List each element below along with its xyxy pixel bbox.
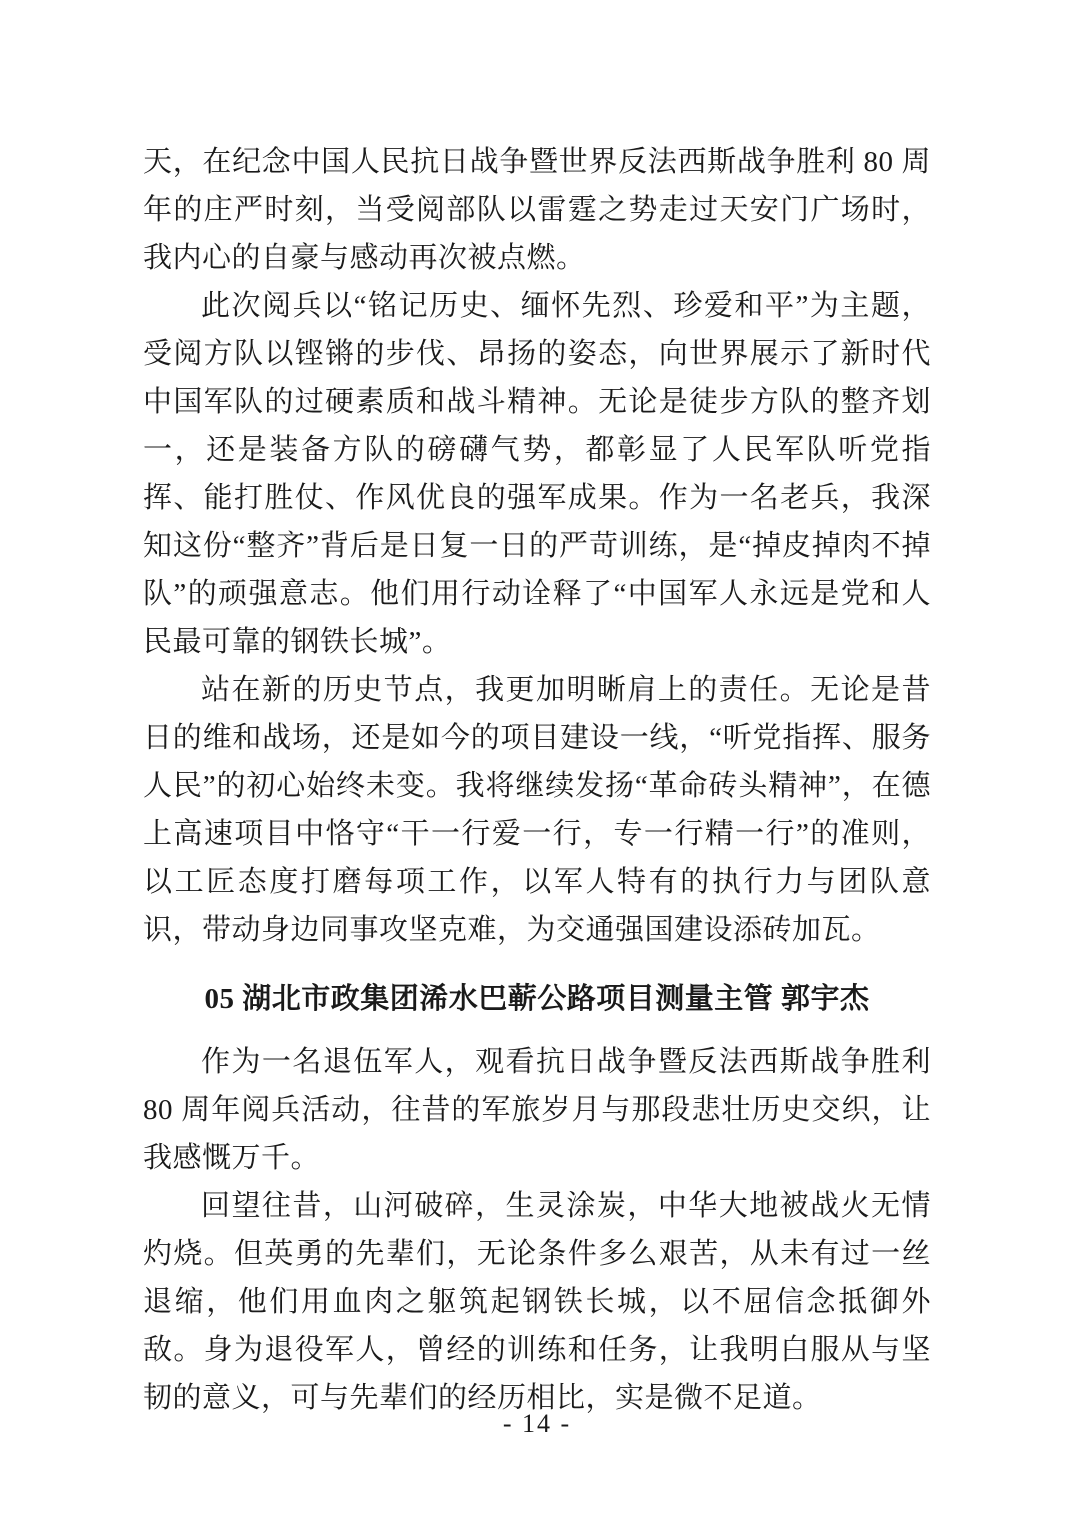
paragraph: 回望往昔，山河破碎，生灵涂炭，中华大地被战火无情灼烧。但英勇的先辈们，无论条件多么艰苦，从未有过一丝退缩，他们用血肉之躯筑起钢铁长城，以不屈信念抵御外敌。身为退役军人，曾经的训练和任务，让我明白服从与坚韧的意义，可与先辈们的经历相比，实是微不足道。 (143, 1190, 931, 1414)
page-number: - 14 - (502, 1409, 572, 1438)
document-body (143, 138, 931, 1422)
paragraph: 此次阅兵以“铭记历史、缅怀先烈、珍爱和平”为主题，受阅方队以铿锵的步伐、昂扬的姿态，向世界展示了新时代中国军队的过硬素质和战斗精神。无论是徒步方队的整齐划一，还是装备方队的磅礴气势，都彰显了人民军队听党指挥、能打胜仗、作风优良的强军成果。作为一名老兵，我深知这份“整齐”背后是日复一日的严苛训练，是“掉皮掉肉不掉队”的顽强意志。他们用行动诠释了“中国军人永远是党和人民最可靠的钢铁长城”。 (143, 290, 931, 658)
paragraph: 站在新的历史节点，我更加明晰肩上的责任。无论是昔日的维和战场，还是如今的项目建设一线，“听党指挥、服务人民”的初心始终未变。我将继续发扬“革命砖头精神”，在德上高速项目中恪守“干一行爱一行，专一行精一行”的准则，以工匠态度打磨每项工作，以军人特有的执行力与团队意识，带动身边同事攻坚克难，为交通强国建设添砖加瓦。 (143, 674, 931, 946)
paragraph-continuation: 天，在纪念中国人民抗日战争暨世界反法西斯战争胜利 80 周年的庄严时刻，当受阅部队以雷霆之势走过天安门广场时，我内心的自豪与感动再次被点燃。 (143, 146, 931, 274)
paragraph: 作为一名退伍军人，观看抗日战争暨反法西斯战争胜利 80 周年阅兵活动，往昔的军旅岁月与那段悲壮历史交织，让我感慨万千。 (143, 1046, 931, 1174)
section-heading: 05 湖北市政集团浠水巴蕲公路项目测量主管 郭宇杰 (204, 983, 870, 1015)
